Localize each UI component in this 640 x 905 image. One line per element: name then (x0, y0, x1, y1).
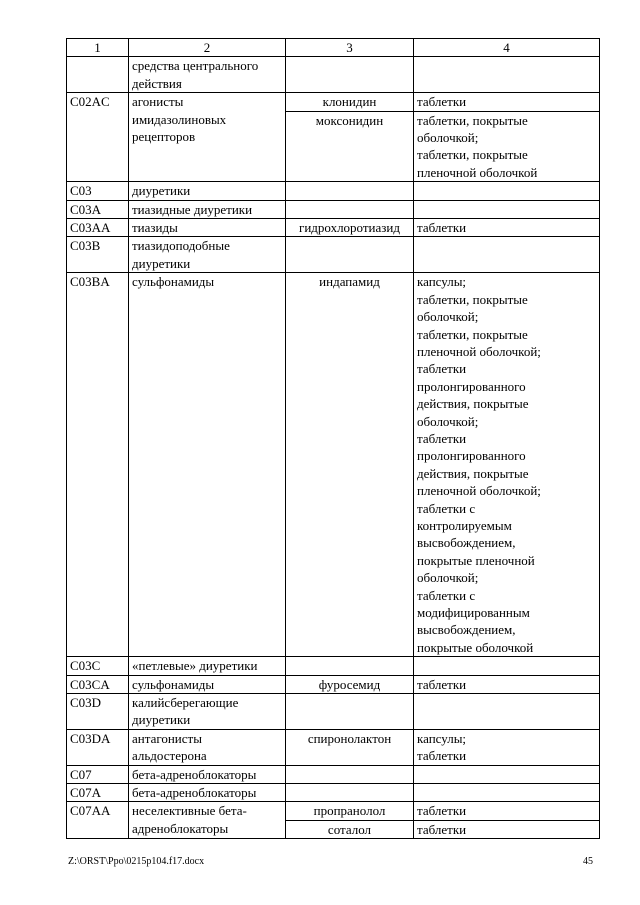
footer-file-path: Z:\ORST\Ppo\0215p104.f17.docx (68, 856, 205, 867)
group-name: тиазидные диуретики (129, 200, 286, 218)
drug-name (286, 200, 414, 218)
group-name: средства центрального действия (129, 57, 286, 93)
drug-name (286, 765, 414, 783)
table-row (67, 694, 600, 730)
dosage-forms: таблетки (414, 219, 600, 237)
group-name: неселективные бета- адреноблокаторы (129, 802, 286, 839)
drug-name (286, 694, 414, 730)
atc-code: C07AA (67, 802, 129, 839)
atc-code: C02AC (67, 93, 129, 182)
group-name: диуретики (129, 182, 286, 200)
drug-name (286, 784, 414, 802)
dosage-forms (414, 182, 600, 200)
drug-name: пропранолол соталол (286, 802, 414, 839)
header-col-3: 3 (286, 39, 414, 57)
table-row (67, 729, 600, 765)
atc-code: C07 (67, 765, 129, 783)
atc-code: C03C (67, 657, 129, 675)
drug-name (286, 657, 414, 675)
table-row (67, 802, 600, 839)
table-row (67, 765, 600, 783)
group-name: сульфонамиды (129, 273, 286, 657)
header-col-2: 2 (129, 39, 286, 57)
table-row (67, 784, 600, 802)
drug-name: фуросемид (286, 675, 414, 693)
dosage-forms: капсулы; таблетки (414, 729, 600, 765)
dosage-forms (414, 765, 600, 783)
atc-code (67, 57, 129, 93)
table-row (67, 93, 600, 182)
table-row (67, 675, 600, 693)
header-col-1: 1 (67, 39, 129, 57)
dosage-forms: таблетки таблетки (414, 802, 600, 839)
drug-name (286, 237, 414, 273)
group-name: антагонисты альдостерона (129, 729, 286, 765)
drug-name (286, 182, 414, 200)
dosage-forms: капсулы; таблетки, покрытые оболочкой; таблетки, покрытые пленочной оболочкой; таблетки пролонгированного действия, покрытые оболочкой; таблетки пролонгированного действия, покрытые пленочной оболочкой; таблетки с контролируемым высвобождением, покрытые пленочной оболочкой; таблетки с модифицированным высвобождением, покрытые оболочкой (414, 273, 600, 657)
table-row (67, 273, 600, 657)
atc-code: C03CA (67, 675, 129, 693)
drug-name: гидрохлоротиазид (286, 219, 414, 237)
atc-code: C03 (67, 182, 129, 200)
drug-table (66, 38, 600, 839)
table-row (67, 57, 600, 93)
page-number: 45 (583, 856, 593, 867)
atc-code: C03AA (67, 219, 129, 237)
group-name: сульфонамиды (129, 675, 286, 693)
atc-code: C03BA (67, 273, 129, 657)
header-col-4: 4 (414, 39, 600, 57)
header-row (67, 39, 600, 57)
drug-name: клонидин моксонидин (286, 93, 414, 182)
table-row (67, 200, 600, 218)
group-name: тиазиды (129, 219, 286, 237)
group-name: тиазидоподобные диуретики (129, 237, 286, 273)
dosage-forms (414, 694, 600, 730)
drug-name: индапамид (286, 273, 414, 657)
dosage-forms: таблетки таблетки, покрытые оболочкой; таблетки, покрытые пленочной оболочкой (414, 93, 600, 182)
table-row (67, 219, 600, 237)
table-row (67, 182, 600, 200)
group-name: калийсберегающие диуретики (129, 694, 286, 730)
dosage-forms (414, 657, 600, 675)
atc-code: C03B (67, 237, 129, 273)
atc-code: C07A (67, 784, 129, 802)
dosage-forms: таблетки (414, 675, 600, 693)
atc-code: C03D (67, 694, 129, 730)
dosage-forms (414, 57, 600, 93)
atc-code: C03A (67, 200, 129, 218)
group-name: бета-адреноблокаторы (129, 784, 286, 802)
dosage-forms (414, 200, 600, 218)
atc-code: C03DA (67, 729, 129, 765)
table-row (67, 657, 600, 675)
drug-name (286, 57, 414, 93)
group-name: «петлевые» диуретики (129, 657, 286, 675)
table-row (67, 237, 600, 273)
drug-name: спиронолактон (286, 729, 414, 765)
dosage-forms (414, 237, 600, 273)
group-name: бета-адреноблокаторы (129, 765, 286, 783)
dosage-forms (414, 784, 600, 802)
group-name: агонисты имидазолиновых рецепторов (129, 93, 286, 182)
